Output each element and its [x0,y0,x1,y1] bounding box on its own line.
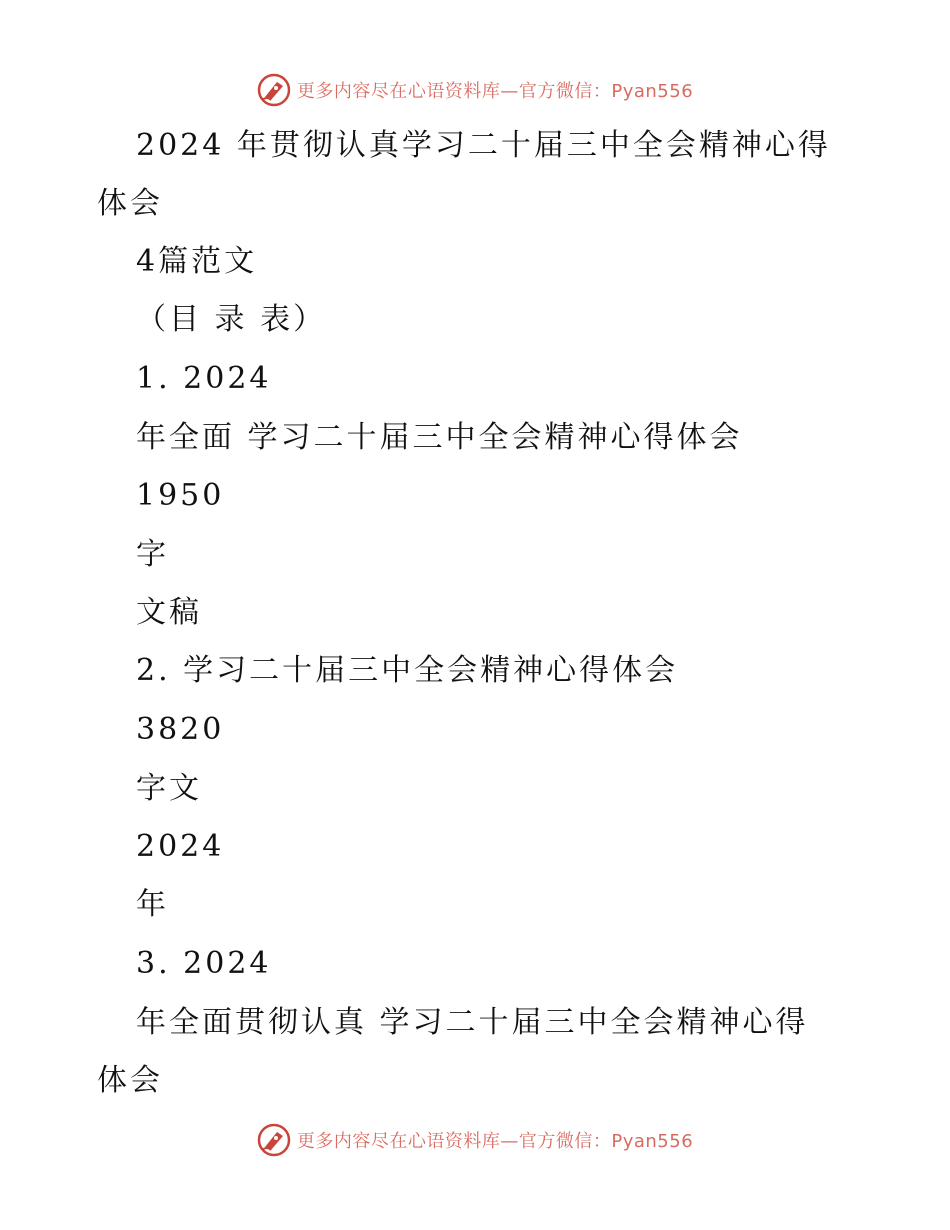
toc-item-1-number: 1. 2024 [136,361,272,396]
header-watermark-banner [0,68,950,112]
toc-item-1-count: 1950 [136,478,225,513]
toc-item-1-unit: 字 [136,537,169,572]
toc-item-3-title-cont: 体会 [97,1063,163,1098]
footer-watermark-banner [0,1118,950,1162]
doc-title-line-1: 2024 年贯彻认真学习二十届三中全会精神心得 [136,128,831,163]
toc-item-1-title: 年全面 学习二十届三中全会精神心得体会 [136,420,743,455]
toc-item-3-number: 3. 2024 [136,946,272,981]
pen-nib-logo-icon [257,73,291,107]
toc-item-2-year-unit: 年 [136,887,169,922]
watermark-text: 更多内容尽在心语资料库—官方微信：Pyan556 [296,1131,694,1152]
toc-item-3-title: 年全面贯彻认真 学习二十届三中全会精神心得 [136,1005,809,1040]
pen-nib-logo-icon [257,1123,291,1157]
watermark-text: 更多内容尽在心语资料库—官方微信：Pyan556 [296,81,694,102]
doc-title-line-2: 体会 [97,186,163,221]
toc-item-2-title: 2. 学习二十届三中全会精神心得体会 [136,653,679,688]
toc-item-2-year: 2024 [136,829,225,864]
doc-subtitle: 4篇范文 [136,244,258,279]
toc-item-2-unit: 字文 [136,771,202,806]
toc-heading: （目 录 表） [136,302,327,337]
toc-item-2-count: 3820 [136,712,225,747]
toc-item-1-type: 文稿 [136,595,202,630]
